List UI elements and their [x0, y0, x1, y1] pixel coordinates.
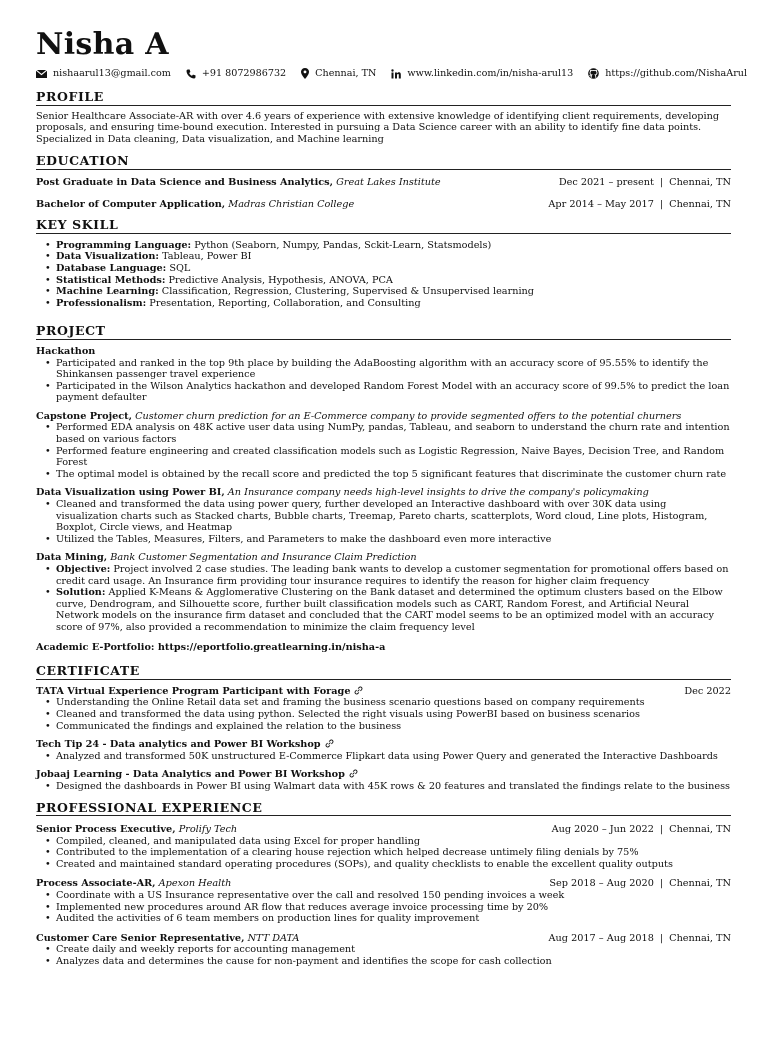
- envelope-icon: [36, 70, 47, 78]
- job-role: Customer Care Senior Representative,: [36, 932, 245, 944]
- contact-phone[interactable]: [186, 68, 286, 80]
- skill-label: Machine Learning:: [56, 286, 159, 298]
- education-dates: Dec 2021 – present: [558, 176, 654, 188]
- link-icon[interactable]: [349, 769, 358, 778]
- skill-value: Tableau, Power BI: [162, 251, 252, 263]
- list-item: • Coordinate with a US Insurance representative over the call and resolved 150 pending invoices a week: [56, 890, 731, 902]
- list-item: • Communicated the findings and explained the relation to the business: [56, 721, 731, 733]
- list-item: • The optimal model is obtained by the recall score and predicted the top 5 significant features that discriminate the customer churn rate: [56, 469, 731, 481]
- section-title-experience: PROFESSIONAL EXPERIENCE: [36, 802, 731, 817]
- list-item: • Performed EDA analysis on 48K active user data using NumPy, pandas, Tableau, and seaborn to understand the churn rate and intention based on various factors: [56, 422, 731, 445]
- divider: |: [659, 878, 664, 890]
- certificate-bullets: [36, 781, 731, 793]
- list-item: [56, 286, 731, 298]
- certificate-entry: [36, 769, 731, 792]
- portfolio-link[interactable]: Academic E-Portfolio: https://eportfolio.greatlearning.in/nisha-a: [36, 641, 386, 653]
- contact-bar: [36, 66, 748, 81]
- experience-bullets: [36, 944, 731, 967]
- job-dates: Aug 2017 – Aug 2018: [548, 932, 654, 944]
- map-pin-icon: [301, 68, 309, 79]
- list-item: • Participated and ranked in the top 9th place by building the AdaBoosting algorithm with an accuracy score of 95.55% to identify the Shinkansen passenger travel experience: [56, 358, 731, 381]
- degree-title: Post Graduate in Data Science and Business Analytics,: [36, 176, 334, 188]
- contact-location: [301, 68, 376, 80]
- email-text: nishaarul13@gmail.com: [53, 67, 171, 79]
- skill-label: Database Language:: [56, 262, 167, 274]
- certificate-bullets: [36, 697, 731, 732]
- list-item: • Audited the activities of 6 team members on production lines for quality improvement: [56, 913, 731, 925]
- list-item: [56, 298, 731, 310]
- list-item: • Cleaned and transformed the data using power query, further developed an Interactive dashboard with over 30K data using visualization charts such as Stacked charts, Bubble charts, Treemap, Pareto charts, scatterplots, Word cloud, Line plots, Histogram, Boxplot, Circle views, and Heatmap: [56, 499, 731, 534]
- school-name: Madras Christian College: [228, 198, 355, 210]
- list-item: • Understanding the Online Retail data set and framing the business scenario questions based on company requirements: [56, 697, 731, 709]
- degree-title: Bachelor of Computer Application,: [36, 198, 226, 210]
- github-icon: [588, 68, 599, 79]
- list-item: • Created and maintained standard operating procedures (SOPs), and quality checklists to enable the excellent quality outputs: [56, 859, 731, 871]
- skill-value: Presentation, Reporting, Collaboration, and Consulting: [149, 297, 421, 309]
- project-entry: [36, 552, 731, 633]
- objective-label: Objective:: [56, 564, 111, 575]
- project-subtitle: An Insurance company needs high-level insights to drive the company's policymaking: [227, 487, 649, 499]
- list-item: • Utilized the Tables, Measures, Filters, and Parameters to make the dashboard even more interactive: [56, 534, 731, 546]
- project-bullets: [36, 358, 731, 404]
- education-section: [36, 155, 731, 210]
- location-text: Chennai, TN: [315, 67, 377, 79]
- list-item: [56, 275, 731, 287]
- list-item: • Designed the dashboards in Power BI using Walmart data with 45K rows & 20 features and translated the findings relate to the business: [56, 781, 731, 793]
- project-bullets: [36, 422, 731, 480]
- divider: |: [659, 824, 664, 836]
- linkedin-icon: [391, 69, 401, 79]
- job-location: Chennai, TN: [669, 878, 731, 890]
- divider: |: [659, 176, 664, 188]
- project-entry: [36, 346, 731, 404]
- company-name: NTT DATA: [247, 932, 300, 944]
- list-item: • Implemented new procedures around AR flow that reduces average invoice processing time by 20%: [56, 902, 731, 914]
- github-text: https://github.com/NishaArul: [605, 67, 748, 79]
- education-entry: [36, 199, 731, 211]
- contact-github[interactable]: [588, 68, 747, 80]
- profile-section: [36, 91, 731, 145]
- certificate-entry: [36, 739, 731, 762]
- project-bullets: [36, 499, 731, 545]
- phone-icon: [186, 69, 196, 79]
- solution-text: Applied K-Means & Agglomerative Clustering on the Bank dataset and determined the optimum clusters based on the Elbow curve, Dendrogram, and Silhouette score, further built classification models such as CART, Random Forest, and Artificial Neural Network models on the insurance firm dataset and concluded that the CART model seems to be an optimized model with an accuracy score of 97%, also provided a recommendation to minimize the claim frequency level: [56, 587, 723, 633]
- section-title-projects: PROJECT: [36, 325, 731, 340]
- list-item: • Create daily and weekly reports for accounting management: [56, 944, 731, 956]
- company-name: Prolify Tech: [178, 824, 238, 836]
- skill-value: Python (Seaborn, Numpy, Pandas, Sckit-Learn, Statsmodels): [194, 239, 492, 251]
- contact-email[interactable]: [36, 68, 171, 80]
- school-name: Great Lakes Institute: [336, 176, 441, 188]
- skill-label: Data Visualization:: [56, 251, 159, 263]
- link-icon[interactable]: [354, 686, 363, 695]
- skill-value: Predictive Analysis, Hypothesis, ANOVA, PCA: [168, 274, 393, 286]
- project-entry: [36, 411, 731, 481]
- list-item: • Analyzed and transformed 50K unstructured E-Commerce Flipkart data using Power Query and generated the Interactive Dashboards: [56, 751, 731, 763]
- solution-label: Solution:: [56, 587, 106, 599]
- certificate-entry: [36, 686, 731, 732]
- education-location: Chennai, TN: [669, 176, 731, 188]
- skill-label: Professionalism:: [56, 297, 147, 309]
- profile-summary: Senior Healthcare Associate-AR with over 4.6 years of experience with extensive knowledge of identifying client requirements, developing proposals, and ensuring time-bound execution. Interested in pursuing a Data Science career with an ability to identify fine data points. Specialized in Data cleaning, Data visualization, and Machine learning: [36, 110, 720, 145]
- project-title: Capstone Project,: [36, 410, 132, 422]
- project-entry: [36, 487, 731, 545]
- certificate-bullets: [36, 751, 731, 763]
- candidate-name: Nisha A: [36, 27, 169, 62]
- experience-bullets: [36, 836, 731, 871]
- job-dates: Aug 2020 – Jun 2022: [551, 824, 654, 836]
- objective-text: Project involved 2 case studies. The leading bank wants to develop a customer segmentation for promotional offers based on credit card usage. An Insurance firm providing tour insurance requires to identify the reason for higher claim frequency: [56, 564, 729, 587]
- certificate-title[interactable]: Tech Tip 24 - Data analytics and Power BI Workshop: [36, 739, 321, 751]
- skill-label: Programming Language:: [56, 239, 192, 251]
- list-item: [56, 251, 731, 263]
- list-item: [56, 263, 731, 275]
- certificate-title[interactable]: TATA Virtual Experience Program Participant with Forage: [36, 685, 351, 697]
- contact-linkedin[interactable]: [391, 68, 573, 80]
- project-subtitle: Customer churn prediction for an E-Commerce company to provide segmented offers to the potential churners: [135, 410, 682, 422]
- education-location: Chennai, TN: [669, 198, 731, 210]
- experience-entry: [36, 824, 731, 870]
- job-role: Process Associate-AR,: [36, 878, 156, 890]
- list-item: • Participated in the Wilson Analytics hackathon and developed Random Forest Model with an accuracy score of 99.5% to predict the loan payment defaulter: [56, 381, 731, 404]
- education-entry: [36, 177, 731, 189]
- divider: |: [659, 932, 664, 944]
- certificate-title[interactable]: Jobaaj Learning - Data Analytics and Power BI Workshop: [36, 769, 345, 781]
- section-title-skills: KEY SKILL: [36, 219, 731, 234]
- list-item: • Compiled, cleaned, and manipulated data using Excel for proper handling: [56, 836, 731, 848]
- project-title: Hackathon: [36, 345, 96, 357]
- section-title-education: EDUCATION: [36, 155, 731, 170]
- experience-section: [36, 799, 731, 968]
- project-title: Data Mining,: [36, 552, 108, 564]
- skill-value: SQL: [169, 262, 191, 274]
- certificates-section: [36, 665, 731, 792]
- skill-value: Classification, Regression, Clustering, Supervised & Unsupervised learning: [161, 286, 534, 298]
- experience-entry: [36, 878, 731, 924]
- list-item: [56, 564, 731, 587]
- section-title-certificates: CERTIFICATE: [36, 665, 731, 680]
- job-location: Chennai, TN: [669, 824, 731, 836]
- list-item: • Contributed to the implementation of a clearing house rejection which helped decrease untimely filing denials by 75%: [56, 847, 731, 859]
- projects-section: [36, 325, 731, 653]
- skill-label: Statistical Methods:: [56, 274, 166, 286]
- skills-list: [36, 240, 731, 310]
- experience-bullets: [36, 890, 731, 925]
- job-location: Chennai, TN: [669, 932, 731, 944]
- project-bullets: [36, 564, 731, 634]
- skills-section: [36, 219, 731, 309]
- link-icon[interactable]: [325, 739, 334, 748]
- phone-text: +91 8072986732: [201, 67, 287, 79]
- list-item: • Cleaned and transformed the data using python. Selected the right visuals using PowerBI based on business scenarios: [56, 709, 731, 721]
- certificate-date: Dec 2022: [684, 685, 731, 697]
- resume-page: [0, 28, 768, 1052]
- list-item: [56, 587, 731, 633]
- project-subtitle: Bank Customer Segmentation and Insurance Claim Prediction: [110, 552, 417, 564]
- list-item: • Performed feature engineering and created classification models such as Logistic Regression, Naive Bayes, Decision Tree, and Random Forest: [56, 446, 731, 469]
- job-role: Senior Process Executive,: [36, 824, 176, 836]
- experience-entry: [36, 933, 731, 968]
- list-item: [56, 240, 731, 252]
- company-name: Apexon Health: [158, 878, 232, 890]
- list-item: • Analyzes data and determines the cause for non-payment and identifies the scope for cash collection: [56, 956, 731, 968]
- education-dates: Apr 2014 – May 2017: [548, 198, 654, 210]
- divider: |: [659, 198, 664, 210]
- section-title-profile: PROFILE: [36, 91, 731, 106]
- job-dates: Sep 2018 – Aug 2020: [549, 878, 654, 890]
- project-title: Data Visualization using Power BI,: [36, 487, 225, 499]
- linkedin-text: www.linkedin.com/in/nisha-arul13: [407, 67, 574, 79]
